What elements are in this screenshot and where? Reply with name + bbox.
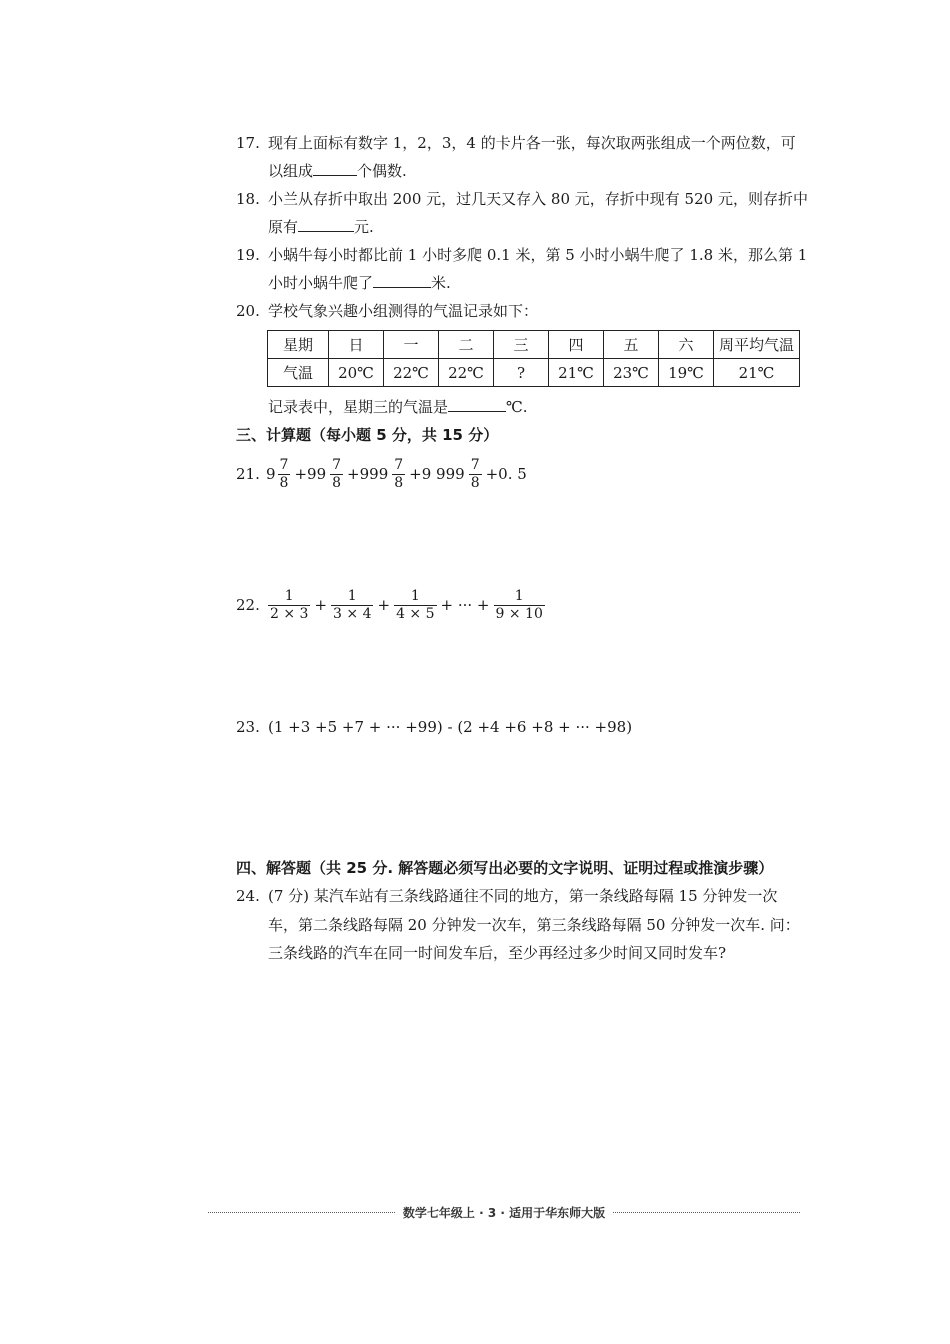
fraction [278,457,291,492]
section-3-heading: 三、计算题（每小题 5 分，共 15 分） [236,426,499,444]
numerator: 1 [514,587,524,604]
denominator: 9 × 10 [495,605,543,622]
table-cell: 四 [549,331,604,359]
question-17-text-a: 以组成 [268,162,314,180]
question-18-number: 18. [236,190,260,208]
denominator: 8 [332,474,342,491]
question-17-text-b: 个偶数. [357,162,407,180]
question-21-number: 21. [236,465,260,483]
table-cell: 气温 [268,359,329,387]
expression-tail: +0. 5 [485,465,527,483]
question-24-line1: (7 分) 某汽车站有三条线路通往不同的地方，第一条线路每隔 15 分钟发一次 [268,887,778,905]
question-17-number: 17. [236,134,260,152]
question-20-number: 20. [236,302,260,320]
numerator: 1 [410,587,420,604]
numerator: 7 [470,456,480,473]
fraction [268,588,310,623]
answer-blank-19[interactable] [373,272,431,288]
fraction [330,457,343,492]
question-24-number: 24. [236,887,260,905]
table-cell: 星期 [268,331,329,359]
question-24-line2: 车，第二条线路每隔 20 分钟发一次车，第三条线路每隔 50 分钟发一次车. 问： [268,916,800,934]
question-24-line3: 三条线路的汽车在同一时间发车后，至少再经过多少时间又同时发车? [268,944,727,962]
question-18-text-b: 元. [354,218,374,236]
table-cell: 日 [329,331,384,359]
table-cell: 21℃ [714,359,800,387]
numerator: 7 [332,456,342,473]
mixed-number-whole: +99 [294,465,327,483]
question-19-number: 19. [236,246,260,264]
table-cell: 22℃ [439,359,494,387]
question-22-number: 22. [236,596,260,614]
question-23-number: 23. [236,718,260,736]
table-cell: 周平均气温 [714,331,800,359]
table-cell: 三 [494,331,549,359]
fraction [494,588,545,623]
plus-sign: + [377,596,391,614]
question-20-text-a: 记录表中，星期三的气温是 [268,398,449,416]
table-cell: 23℃ [604,359,659,387]
fraction [394,588,436,623]
denominator: 4 × 5 [396,605,435,622]
question-17-line2 [268,160,407,182]
numerator: 7 [394,456,404,473]
denominator: 8 [279,474,289,491]
question-20-line1: 学校气象兴趣小组测得的气温记录如下： [268,302,539,320]
question-18-line1: 小兰从存折中取出 200 元，过几天又存入 80 元，存折中现有 520 元，则存折中 [268,190,808,208]
page-footer [208,1201,800,1223]
table-header-row [268,331,800,359]
table-cell: 六 [659,331,714,359]
denominator: 8 [394,474,404,491]
table-cell: 五 [604,331,659,359]
fraction [392,457,405,492]
question-23-expression: (1 +3 +5 +7 + ··· +99) - (2 +4 +6 +8 + ··· +98) [268,718,633,736]
table-cell: 二 [439,331,494,359]
question-20-text-b: ℃. [506,398,528,416]
answer-blank-17[interactable] [313,160,357,176]
question-17-line1: 现有上面标有数字 1，2，3，4 的卡片各一张，每次取两张组成一个两位数，可 [268,134,796,152]
mixed-number-whole: +999 [347,465,389,483]
numerator: 1 [347,587,357,604]
question-19-text-a: 小时小蜗牛爬了 [268,274,374,292]
footer-divider-right [613,1212,800,1213]
table-cell: 20℃ [329,359,384,387]
answer-blank-20[interactable] [448,396,506,412]
table-row [268,359,800,387]
question-18-line2 [268,216,374,238]
question-19-line1: 小蜗牛每小时都比前 1 小时多爬 0.1 米，第 5 小时小蜗牛爬了 1.8 米，那么第 1 [268,246,808,264]
mixed-number-whole: 9 [266,465,276,483]
numerator: 1 [284,587,294,604]
table-cell: 一 [384,331,439,359]
question-20-after [268,396,528,418]
temperature-table [267,330,800,387]
table-cell: 19℃ [659,359,714,387]
denominator: 3 × 4 [333,605,372,622]
section-4-heading: 四、解答题（共 25 分. 解答题必须写出必要的文字说明、证明过程或推演步骤） [236,859,774,877]
table-cell: ? [494,359,549,387]
question-19-line2 [268,272,451,294]
fraction [469,457,482,492]
question-22-expression [266,583,547,627]
table-cell: 22℃ [384,359,439,387]
question-18-text-a: 原有 [268,218,299,236]
fraction [331,588,373,623]
denominator: 8 [470,474,480,491]
table-cell: 21℃ [549,359,604,387]
answer-blank-18[interactable] [298,216,354,232]
denominator: 2 × 3 [270,605,309,622]
question-19-text-b: 米. [431,274,451,292]
ellipsis-operator: + ··· + [440,596,490,614]
numerator: 7 [279,456,289,473]
question-21-expression [266,452,529,496]
footer-text: 数学七年级上 · 3 · 适用于华东师大版 [402,1205,606,1220]
plus-sign: + [314,596,328,614]
mixed-number-whole: +9 999 [409,465,465,483]
footer-divider-left [208,1212,395,1213]
